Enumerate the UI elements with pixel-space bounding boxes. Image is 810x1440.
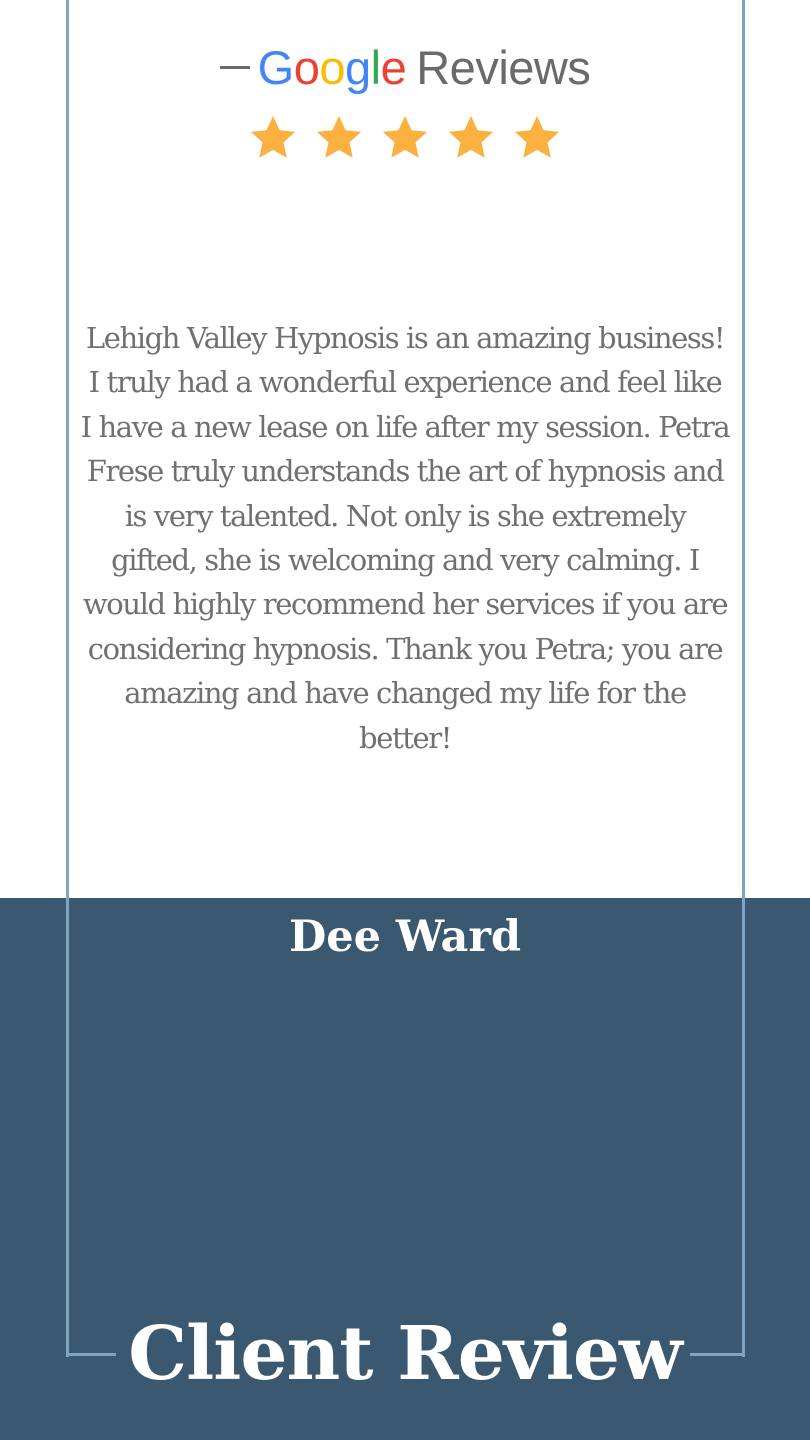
logo-dash [220,66,250,69]
logo-letter: g [345,41,371,94]
logo-letter: e [380,41,407,94]
logo-letter: o [293,41,320,94]
logo-letter: l [370,41,381,94]
star-icon [511,112,563,164]
star-rating [0,112,810,168]
logo-letter: G [257,41,294,94]
logo-suffix: Reviews [416,41,591,94]
google-reviews-logo [0,36,810,100]
star-icon [247,112,299,164]
review-text: Lehigh Valley Hypnosis is an amazing business! I truly had a wonderful experience and feel like I have a new lease on life after my session. Petra Frese truly understands the art of hypnosis and is very talented. Not only is she extremely gifted, she is welcoming and very calming. I would highly recommend her services if you are considering hypnosis. Thank you Petra; you are amazing and have changed my life for the better! [80,321,730,755]
star-icon [313,112,365,164]
reviewer-name: Dee Ward [288,912,522,962]
frame-right-line [742,0,745,1357]
client-review-title: Client Review [128,1311,682,1397]
frame-left-line [66,0,69,1357]
star-icon [445,112,497,164]
star-icon [379,112,431,164]
logo-letter: o [319,41,345,94]
